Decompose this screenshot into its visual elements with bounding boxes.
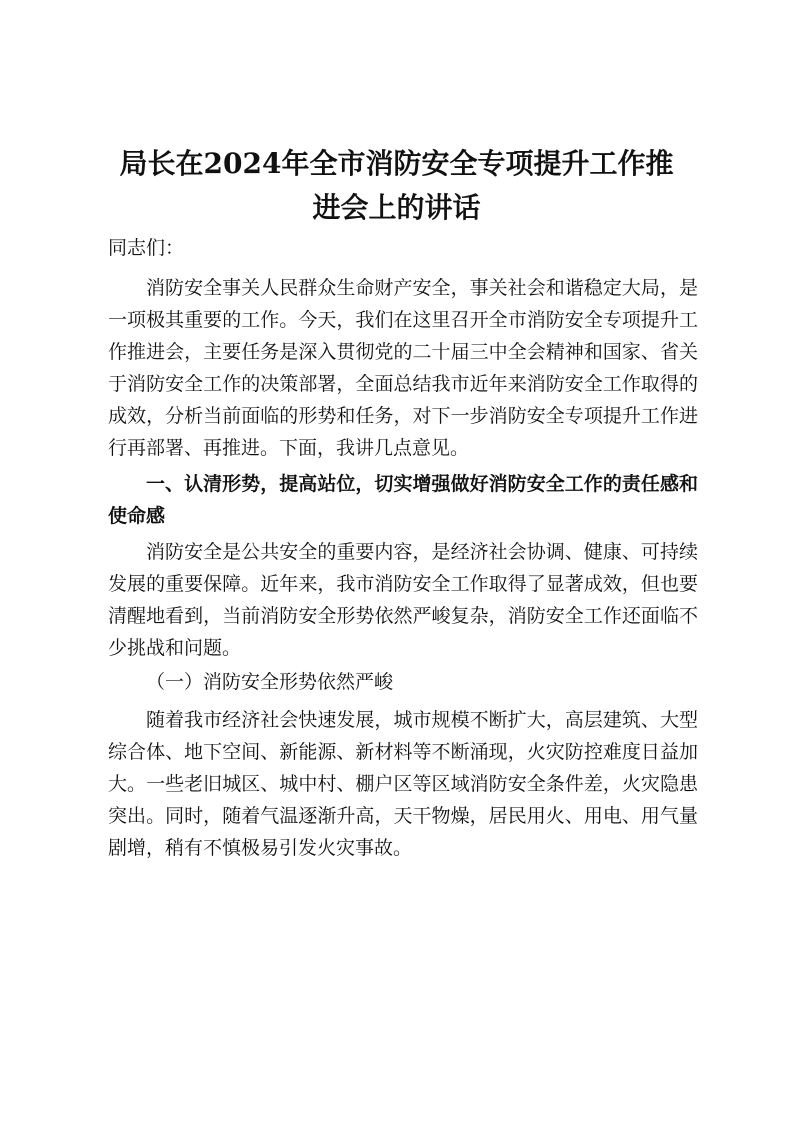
section-1-paragraph: 消防安全是公共安全的重要内容，是经济社会协调、健康、可持续发展的重要保障。近年来，我市消防安全工作取得了显著成效，但也要清醒地看到，当前消防安全形势依然严峻复杂，消防安全工作还面临不少挑战和问题。 xyxy=(108,541,698,659)
intro-paragraph: 消防安全事关人民群众生命财产安全，事关社会和谐稳定大局，是一项极其重要的工作。今天，我们在这里召开全市消防安全专项提升工作推进会，主要任务是深入贯彻党的二十届三中全会精神和国家、省关于消防安全工作的决策部署，全面总结我市近年来消防安全工作取得的成效，分析当前面临的形势和任务，对下一步消防安全专项提升工作进行再部署、再推进。下面，我讲几点意见。 xyxy=(108,277,698,459)
document-title-line-1: 局长在2024年全市消防安全专项提升工作推 xyxy=(119,147,674,180)
section-1-heading: 一、认清形势，提高站位，切实增强做好消防安全工作的责任感和使命感 xyxy=(108,473,698,527)
subsection-1-paragraph: 随着我市经济社会快速发展，城市规模不断扩大，高层建筑、大型综合体、地下空间、新能源、新材料等不断涌现，火灾防控难度日益加大。一些老旧城区、城中村、棚户区等区域消防安全条件差，火灾隐患突出。同时，随着气温逐渐升高，天干物燥，居民用火、用电、用气量剧增，稍有不慎极易引发火灾事故。 xyxy=(108,709,698,859)
document-title-line-2: 进会上的讲话 xyxy=(312,191,481,224)
greeting: 同志们： xyxy=(108,237,185,259)
subsection-1-heading: （一）消防安全形势依然严峻 xyxy=(146,671,394,693)
document-body xyxy=(108,232,698,864)
